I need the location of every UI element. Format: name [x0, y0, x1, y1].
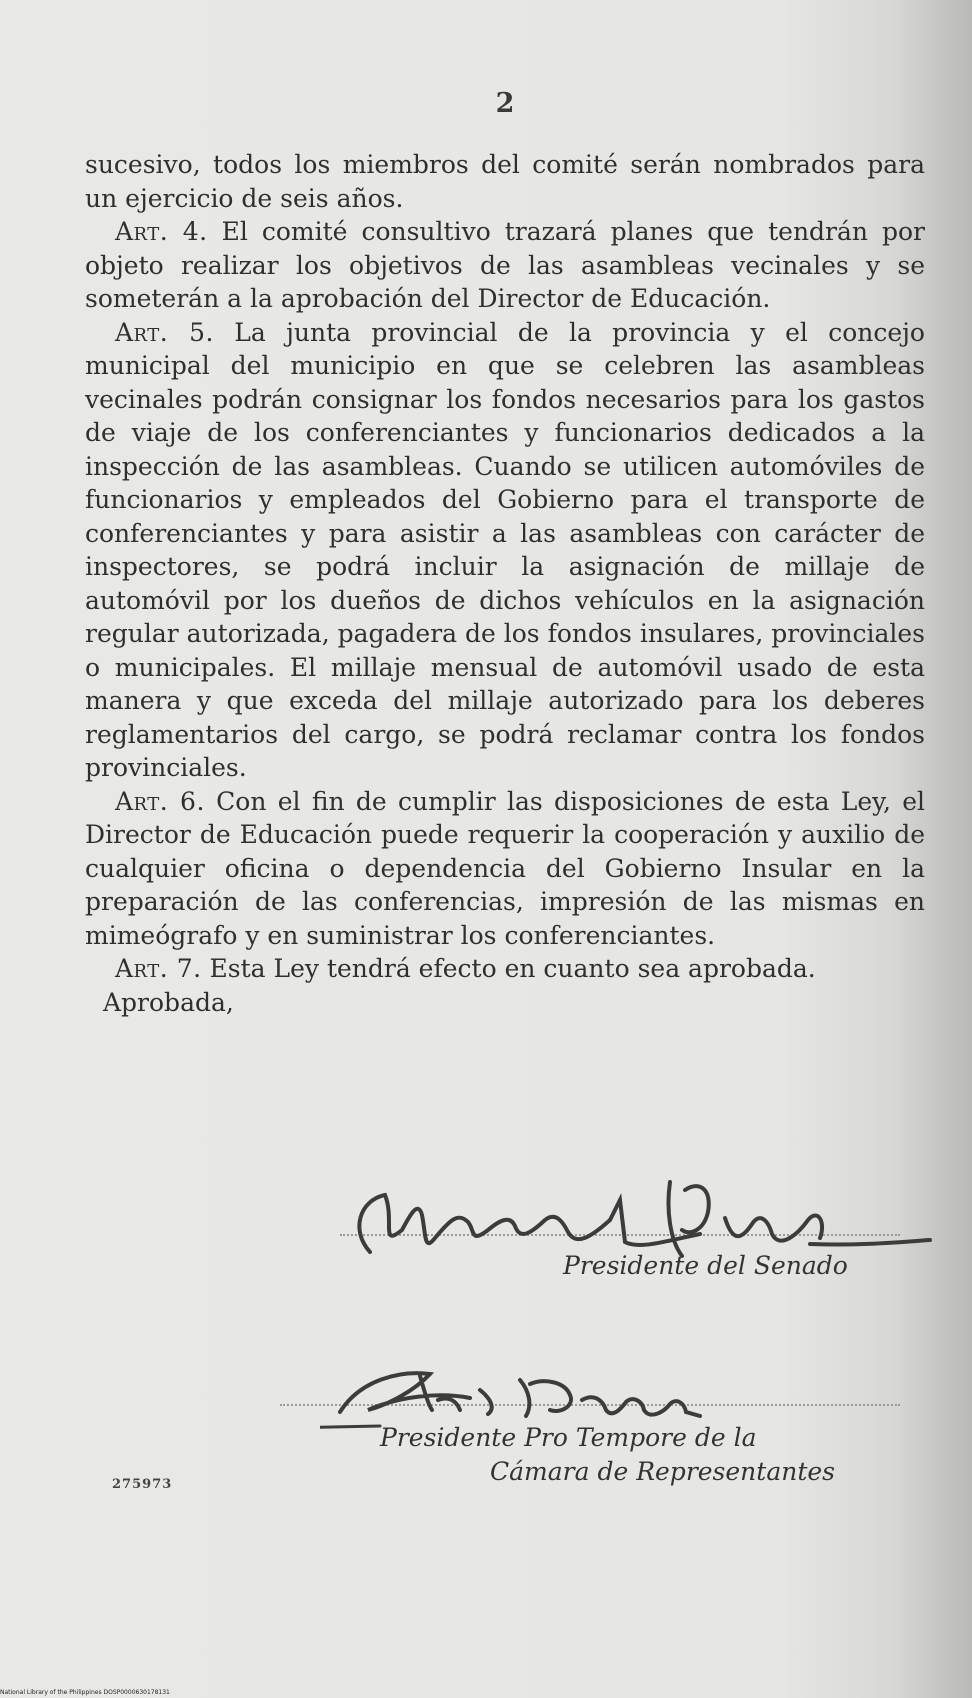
- senate-president-title: Presidente del Senado: [563, 1251, 848, 1280]
- article-label: Art. 7.: [115, 954, 202, 983]
- article-label: Art. 6.: [115, 786, 205, 816]
- article-label: Art. 4.: [115, 217, 208, 246]
- article-label: Art. 5.: [115, 317, 214, 347]
- house-president-signature: [320, 1340, 820, 1430]
- document-code: 275973: [112, 1477, 173, 1492]
- article-6: Art. 6. Con el fin de cumplir las disposiciones de esta Ley, el Director de Educación puede requerir la cooperación y auxilio de cualquier oficina o dependencia del Gobierno Insular en la preparación de las conferencias, impresión de las mismas en mimeógrafo y en suministrar los conferenciantes.: [85, 786, 925, 950]
- page-number: 2: [495, 88, 515, 119]
- approved-label: Aprobada,: [103, 987, 234, 1017]
- house-president-title-line2: Cámara de Representantes: [490, 1457, 836, 1486]
- paragraph-continuation: sucesivo, todos los miembros del comité serán nombrados para un ejercicio de seis años.: [85, 150, 925, 213]
- house-president-title-line1: Presidente Pro Tempore de la: [380, 1423, 757, 1452]
- article-7: Art. 7. Esta Ley tendrá efecto en cuanto sea aprobada.: [115, 954, 816, 983]
- article-4: Art. 4. El comité consultivo trazará planes que tendrán por objeto realizar los objetivos de las asambleas vecinales y se someterán a la aprobación del Director de Educación.: [85, 217, 926, 313]
- archive-footer: National Library of the Philippines DOSP0000630178131: [0, 1689, 170, 1696]
- article-5: Art. 5. La junta provincial de la provincia y el concejo municipal del municipio en que se celebren las asambleas vecinales podrán consignar los fondos necesarios para los gastos de viaje de los conferenciantes y funcionarios dedicados a la inspección de las asambleas. Cuando se utilicen automóviles de funcionarios y empleados del Gobierno para el transporte de conferenciantes y para asistir a las asambleas con carácter de inspectores, se podrá incluir la asignación de millaje de automóvil por los dueños de dichos vehículos en la asignación regular autorizada, pagadera de los fondos insulares, provinciales o municipales. El millaje mensual de automóvil usado de esta manera y que exceda del millaje autorizado para los deberes reglamentarios del cargo, se podrá reclamar contra los fondos provinciales.: [85, 317, 925, 782]
